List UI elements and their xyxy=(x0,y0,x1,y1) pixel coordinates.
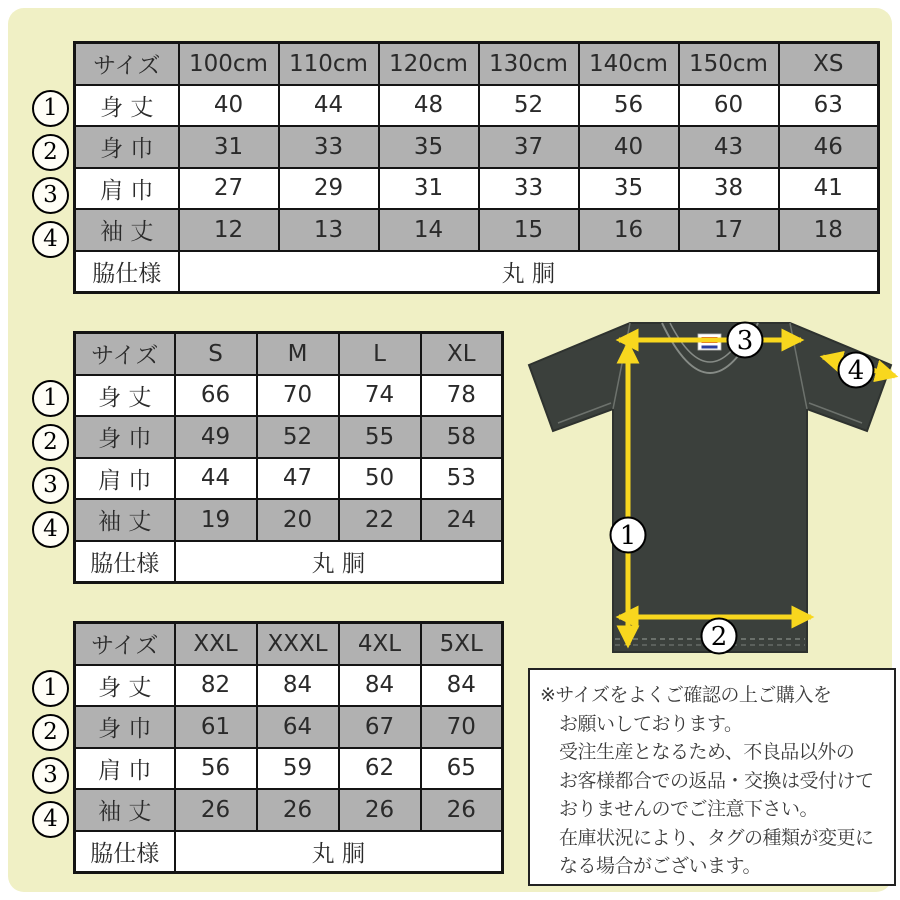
size-column-header: 140cm xyxy=(579,43,679,85)
measurement-value: 43 xyxy=(679,126,779,168)
row-marker-1: 1 xyxy=(32,90,69,127)
measurement-row xyxy=(75,168,879,210)
side-spec-value: 丸 胴 xyxy=(175,831,503,873)
row-marker-3: 3 xyxy=(32,467,69,504)
measurement-value: 31 xyxy=(179,126,279,168)
measurement-value: 67 xyxy=(339,706,421,748)
size-column-header: 100cm xyxy=(179,43,279,85)
marker-slot xyxy=(32,131,69,175)
size-column-header: 110cm xyxy=(279,43,379,85)
measurement-label: 身 巾 xyxy=(75,706,175,748)
marker-slot xyxy=(32,798,69,842)
side-spec-row xyxy=(75,831,503,873)
measurement-value: 84 xyxy=(257,665,339,707)
side-spec-row xyxy=(75,251,879,293)
adult-size-table-section xyxy=(28,331,504,584)
measurement-label: 肩 巾 xyxy=(75,748,175,790)
measurement-value: 48 xyxy=(379,85,479,127)
side-spec-label: 脇仕様 xyxy=(75,541,175,583)
note-line: 受注生産となるため、不良品以外の xyxy=(559,741,855,763)
marker-slot xyxy=(32,87,69,131)
measurement-value: 19 xyxy=(175,499,257,541)
measurement-value: 26 xyxy=(339,789,421,831)
measurement-value: 52 xyxy=(257,416,339,458)
big-size-table xyxy=(73,621,504,874)
measurement-row xyxy=(75,209,879,251)
measurement-label: 身 巾 xyxy=(75,126,179,168)
note-line: 在庫状況により、タグの種類が変更に xyxy=(559,826,874,849)
measurement-row xyxy=(75,416,503,458)
measurement-value: 13 xyxy=(279,209,379,251)
measurement-row xyxy=(75,499,503,541)
measurement-value: 47 xyxy=(257,458,339,500)
measurement-value: 18 xyxy=(779,209,879,251)
measurement-value: 59 xyxy=(257,748,339,790)
measurement-value: 26 xyxy=(421,789,503,831)
marker-slot xyxy=(32,377,69,421)
size-column-header: 4XL xyxy=(339,623,421,665)
diagram-marker-2: 2 xyxy=(710,622,728,652)
measurement-value: 56 xyxy=(579,85,679,127)
measurement-row xyxy=(75,375,503,417)
size-column-header: XXXL xyxy=(257,623,339,665)
big-size-table-section xyxy=(28,621,504,874)
measurement-value: 70 xyxy=(421,706,503,748)
row-marker-2: 2 xyxy=(32,134,69,171)
marker-slot xyxy=(32,218,69,262)
tshirt-measurement-diagram xyxy=(514,311,900,663)
measurement-value: 12 xyxy=(179,209,279,251)
measurement-value: 52 xyxy=(479,85,579,127)
side-spec-value: 丸 胴 xyxy=(175,541,503,583)
measurement-value: 15 xyxy=(479,209,579,251)
size-column-header: XL xyxy=(421,333,503,375)
measurement-value: 22 xyxy=(339,499,421,541)
purchase-note-box xyxy=(528,668,896,886)
side-spec-row xyxy=(75,541,503,583)
measurement-value: 33 xyxy=(279,126,379,168)
measurement-value: 62 xyxy=(339,748,421,790)
measurement-value: 56 xyxy=(175,748,257,790)
tshirt-silhouette xyxy=(529,323,891,652)
measurement-value: 35 xyxy=(579,168,679,210)
measurement-value: 82 xyxy=(175,665,257,707)
marker-slot xyxy=(32,667,69,711)
side-spec-label: 脇仕様 xyxy=(75,831,175,873)
measurement-row xyxy=(75,665,503,707)
diagram-marker-3: 3 xyxy=(736,326,754,356)
measurement-value: 65 xyxy=(421,748,503,790)
measurement-value: 40 xyxy=(579,126,679,168)
measurement-row xyxy=(75,458,503,500)
row-marker-3: 3 xyxy=(32,177,69,214)
marker-slot xyxy=(32,174,69,218)
kids-size-table-section xyxy=(28,41,880,294)
measurement-label: 身 丈 xyxy=(75,375,175,417)
measurement-row xyxy=(75,126,879,168)
measurement-value: 16 xyxy=(579,209,679,251)
measurement-value: 29 xyxy=(279,168,379,210)
row-marker-1: 1 xyxy=(32,380,69,417)
measurement-label: 袖 丈 xyxy=(75,789,175,831)
size-column-header: 120cm xyxy=(379,43,479,85)
measurement-value: 17 xyxy=(679,209,779,251)
side-spec-value: 丸 胴 xyxy=(179,251,879,293)
measurement-value: 63 xyxy=(779,85,879,127)
measurement-value: 20 xyxy=(257,499,339,541)
measurement-value: 74 xyxy=(339,375,421,417)
measurement-label: 身 巾 xyxy=(75,416,175,458)
measurement-value: 26 xyxy=(257,789,339,831)
purchase-note-lines xyxy=(540,681,886,881)
row-marker-4: 4 xyxy=(32,511,69,548)
measurement-value: 31 xyxy=(379,168,479,210)
note-line: お客様都合での返品・交換は受付けて xyxy=(559,769,874,792)
measurement-label: 肩 巾 xyxy=(75,168,179,210)
measurement-value: 44 xyxy=(175,458,257,500)
measurement-value: 26 xyxy=(175,789,257,831)
measurement-value: 60 xyxy=(679,85,779,127)
measurement-value: 58 xyxy=(421,416,503,458)
measurement-value: 33 xyxy=(479,168,579,210)
measurement-value: 53 xyxy=(421,458,503,500)
size-label-header: サイズ xyxy=(75,333,175,375)
measurement-row xyxy=(75,789,503,831)
measurement-row xyxy=(75,85,879,127)
size-label-header: サイズ xyxy=(75,623,175,665)
measurement-value: 35 xyxy=(379,126,479,168)
kids-size-table xyxy=(73,41,880,294)
size-column-header: M xyxy=(257,333,339,375)
measurement-label: 肩 巾 xyxy=(75,458,175,500)
measurement-label: 袖 丈 xyxy=(75,499,175,541)
measurement-value: 14 xyxy=(379,209,479,251)
marker-slot xyxy=(32,754,69,798)
row-marker-column xyxy=(28,621,73,841)
measurement-label: 袖 丈 xyxy=(75,209,179,251)
diagram-marker-1: 1 xyxy=(619,521,637,551)
marker-slot xyxy=(32,711,69,755)
note-line: おりませんのでご注意下さい。 xyxy=(559,798,819,820)
note-line: なる場合がございます。 xyxy=(559,855,761,877)
marker-slot xyxy=(32,421,69,465)
size-column-header: 5XL xyxy=(421,623,503,665)
row-marker-column xyxy=(28,41,73,261)
measurement-label: 身 丈 xyxy=(75,665,175,707)
marker-slot xyxy=(32,508,69,552)
size-column-header: S xyxy=(175,333,257,375)
measurement-value: 84 xyxy=(339,665,421,707)
marker-slot xyxy=(32,464,69,508)
note-line: お願いしております。 xyxy=(559,712,743,735)
measurement-value: 40 xyxy=(179,85,279,127)
adult-size-table xyxy=(73,331,504,584)
row-marker-4: 4 xyxy=(32,801,69,838)
diagram-marker-4: 4 xyxy=(847,356,865,386)
measurement-value: 49 xyxy=(175,416,257,458)
measurement-value: 41 xyxy=(779,168,879,210)
measurement-value: 46 xyxy=(779,126,879,168)
measurement-value: 55 xyxy=(339,416,421,458)
measurement-value: 66 xyxy=(175,375,257,417)
measurement-value: 61 xyxy=(175,706,257,748)
row-marker-4: 4 xyxy=(32,221,69,258)
measurement-value: 64 xyxy=(257,706,339,748)
measurement-value: 38 xyxy=(679,168,779,210)
measurement-value: 37 xyxy=(479,126,579,168)
measurement-value: 44 xyxy=(279,85,379,127)
row-marker-2: 2 xyxy=(32,424,69,461)
row-marker-column xyxy=(28,331,73,551)
row-marker-1: 1 xyxy=(32,670,69,707)
tshirt-diagram-svg xyxy=(514,311,900,663)
size-chart-canvas xyxy=(8,8,892,892)
size-column-header: 150cm xyxy=(679,43,779,85)
size-column-header: 130cm xyxy=(479,43,579,85)
note-line: ※サイズをよくご確認の上ご購入を xyxy=(540,684,832,706)
measurement-value: 78 xyxy=(421,375,503,417)
size-column-header: L xyxy=(339,333,421,375)
measurement-value: 70 xyxy=(257,375,339,417)
row-marker-2: 2 xyxy=(32,714,69,751)
measurement-value: 27 xyxy=(179,168,279,210)
measurement-value: 50 xyxy=(339,458,421,500)
size-label-header: サイズ xyxy=(75,43,179,85)
size-column-header: XS xyxy=(779,43,879,85)
row-marker-3: 3 xyxy=(32,757,69,794)
size-column-header: XXL xyxy=(175,623,257,665)
measurement-value: 24 xyxy=(421,499,503,541)
side-spec-label: 脇仕様 xyxy=(75,251,179,293)
measurement-label: 身 丈 xyxy=(75,85,179,127)
measurement-row xyxy=(75,706,503,748)
measurement-value: 84 xyxy=(421,665,503,707)
measurement-row xyxy=(75,748,503,790)
